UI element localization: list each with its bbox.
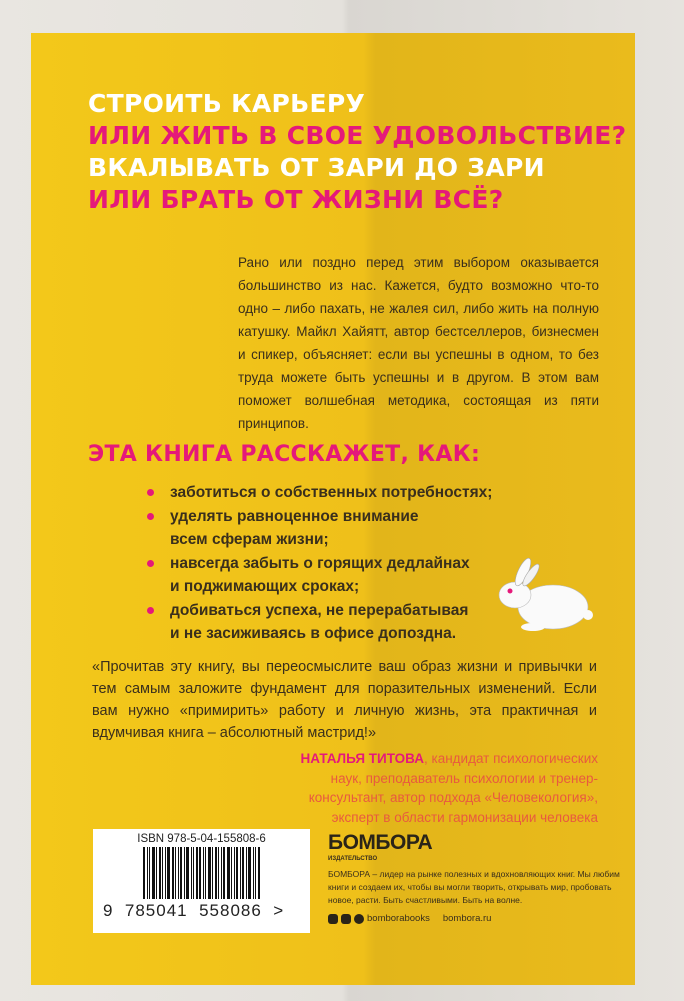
instagram-icon xyxy=(354,914,364,924)
barcode-bar xyxy=(255,847,256,899)
barcode-bar xyxy=(167,847,170,899)
barcode-bar xyxy=(205,847,206,899)
barcode-bar xyxy=(184,847,185,899)
barcode-bar xyxy=(149,847,150,899)
barcode-bars xyxy=(103,847,300,899)
barcode-bar xyxy=(152,847,155,899)
social-handle: bomborabooks xyxy=(367,913,430,924)
list-item: заботиться о собственных потребностях; xyxy=(145,481,525,504)
barcode-bar xyxy=(178,847,179,899)
publisher-block xyxy=(328,831,628,924)
barcode-bar xyxy=(231,847,232,899)
barcode-bar xyxy=(159,847,161,899)
barcode-bar xyxy=(208,847,211,899)
back-cover xyxy=(31,33,635,985)
barcode-bar xyxy=(196,847,198,899)
barcode-bar xyxy=(162,847,163,899)
barcode-bar xyxy=(258,847,260,899)
barcode-bar xyxy=(240,847,241,899)
intro-paragraph: Рано или поздно перед этим выбором оказывается большинство из нас. Кажется, будто возможно что-то одно – либо пахать, не жалея сил, либо жить на полную катушку. Майкл Хайятт, автор бестселлеров, бизнесмен и спикер, объясняет: если вы успешны в одном, то без труда можете быть успешны и в другом. В этом вам поможет волшебная методика, состоящая из пяти принципов. xyxy=(238,255,599,431)
isbn-barcode xyxy=(93,829,310,933)
barcode-bar xyxy=(212,847,213,899)
reviewer-title: , кандидат психологических наук, преподаватель психологии и тренер-консультант, автор подхода «Человекология», эксперт в области гармонизации человека xyxy=(308,751,598,825)
barcode-bar xyxy=(175,847,176,899)
barcode-bar xyxy=(156,847,157,899)
barcode-bar xyxy=(203,847,204,899)
vk-icon xyxy=(341,914,351,924)
isbn-label: ISBN 978-5-04-155808-6 xyxy=(137,833,266,845)
headline-line: ИЛИ ЖИТЬ В СВОЕ УДОВОЛЬСТВИЕ? xyxy=(88,121,627,150)
barcode-bar xyxy=(172,847,174,899)
barcode-bar xyxy=(215,847,217,899)
headline-line: СТРОИТЬ КАРЬЕРУ xyxy=(88,89,366,118)
headline xyxy=(88,88,626,216)
barcode-bar xyxy=(236,847,238,899)
barcode-bar xyxy=(218,847,219,899)
barcode-bar xyxy=(199,847,201,899)
rabbit-illustration xyxy=(493,557,593,637)
list-item: навсегда забыть о горящих дедлайнах и поджимающих сроках; xyxy=(145,552,480,598)
review-quote: «Прочитав эту книгу, вы переосмыслите ваш образ жизни и привычки и тем самым заложите фундамент для поразительных изменений. Если вам нужно «примирить» работу и личную жизнь, эта практичная и вдумчивая книга – абсолютный мастрид!» xyxy=(92,659,597,741)
list-item: добиваться успеха, не перерабатывая и не засиживаясь в офисе допоздна. xyxy=(145,599,480,645)
headline-line: ВКАЛЫВАТЬ ОТ ЗАРИ ДО ЗАРИ xyxy=(88,153,545,182)
barcode-bar xyxy=(221,847,222,899)
barcode-bar xyxy=(165,847,166,899)
barcode-bar xyxy=(234,847,235,899)
publisher-social xyxy=(328,913,628,924)
barcode-bar xyxy=(193,847,194,899)
review-attribution xyxy=(268,749,598,827)
publisher-description: БОМБОРА – лидер на рынке полезных и вдохновляющих книг. Мы любим книги и создаем их, чтобы вы могли творить, открывать мир, пробовать новое, расти. Быть счастливыми. Быть на волне. xyxy=(328,869,620,905)
barcode-bar xyxy=(248,847,251,899)
barcode-bar xyxy=(147,847,148,899)
barcode-bar xyxy=(253,847,254,899)
barcode-bar xyxy=(180,847,182,899)
list-item: уделять равноценное внимание всем сферам жизни; xyxy=(145,505,430,551)
section-title: ЭТА КНИГА РАССКАЖЕТ, КАК: xyxy=(88,442,481,467)
bullet-list xyxy=(145,481,525,646)
publisher-logo: БОМБОРА xyxy=(328,831,433,854)
barcode-bar xyxy=(242,847,244,899)
barcode-bar xyxy=(223,847,225,899)
barcode-bar xyxy=(246,847,247,899)
barcode-digits: 9 785041 558086 > xyxy=(103,901,285,920)
reviewer-name: НАТАЛЬЯ ТИТОВА xyxy=(300,751,424,766)
barcode-bar xyxy=(227,847,230,899)
publisher-sub: ИЗДАТЕЛЬСТВО xyxy=(328,856,378,862)
barcode-bar xyxy=(186,847,189,899)
publisher-site: bombora.ru xyxy=(442,913,492,924)
barcode-bar xyxy=(143,847,145,899)
barcode-bar xyxy=(191,847,192,899)
facebook-icon xyxy=(328,914,338,924)
headline-line: ИЛИ БРАТЬ ОТ ЖИЗНИ ВСЁ? xyxy=(88,185,504,214)
